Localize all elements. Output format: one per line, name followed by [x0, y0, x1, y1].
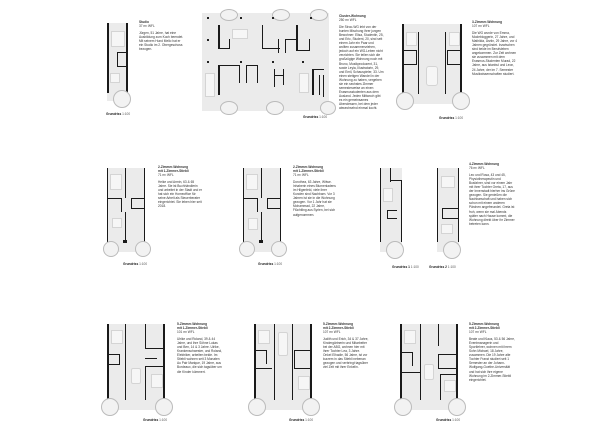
plan-caption: Grundriss 1:100 [106, 112, 131, 116]
unit-area: 76 m² WFL [469, 166, 485, 171]
unit-area: 71 m² WFL [158, 173, 174, 178]
unit-text-5zimmer-c [469, 322, 515, 382]
plan-caption: Grundriss 1:100 [143, 418, 168, 422]
unit-text-5zimmer-b [323, 322, 369, 370]
unit-text-4zimmer [469, 162, 515, 226]
unit-area: 250 m² WFL [339, 18, 357, 23]
unit-description: Die WG wurde von Emma, Modebloggerin, 27 Jahre, und Mathilda, Ärztin, 29 Jahre, vor 4 Jahren gegründet. Inzwischen sind beide im Berufsleben angekommen. Zur Zeit wohnen sie zusammen mit dem Erasmus-Studenten Murad, 22 Jahre, aus Istanbul und Leon, 24 Jahre, der im 7. Semester Musikwissenschaften studiert. [472, 31, 518, 76]
plan-caption-1: Grundriss 1 1:100 [392, 265, 419, 269]
unit-subtitle: mit 1-Zimmer-Stiebli [177, 326, 208, 331]
unit-subtitle: mit 2-Zimmer-Stiebli [469, 326, 500, 331]
floorplan-2zimmer-b [243, 168, 281, 252]
unit-area: 37 m² WFL [139, 24, 155, 29]
unit-text-2zimmer-a [158, 165, 202, 208]
unit-description: Dorothea, 63 Jahre, Witwe. Inhaberin eines Blumenladens im Hilgenfeld, viele ihrer Kunden sind Nachbarn. Vor 3 Jahren ist sie in die Wohnung gezogen. Vor 1 Jahr hat sie Mohammad, 22 Jahre, Flüchtling aus Syrien, bei sich aufgenommen. [293, 180, 336, 217]
plan-caption: Grundriss 1:100 [258, 262, 283, 266]
floorplan-2zimmer-a [107, 168, 145, 252]
unit-description: Leo und Rosa, 43 und 45, Physiotherapeutin und Busfahrer, sind vor einem Jahr mit ihrer Tochter Greta, 17, aus der Innenstadt hierher ins Grüne gezogen. Sie genießen die Nachbarschaft und haben sich schon mit einem anderen Pärchen angefreundet. Greta ist froh, wenn sie mal Abends später nach Hause kommt, die Wohnung direkt über ihr Zimmer betreten kann. [469, 173, 515, 226]
floorplan-4zimmer-2 [437, 168, 459, 252]
floorplan-5zimmer-b [254, 324, 312, 410]
unit-title: 2-Zimmer-Wohnung [293, 165, 324, 169]
floorplan-5zimmer-a [107, 324, 165, 410]
unit-description: Die Stroo-WG lebt von der bunten Mischung ihrer jungen Bewohner: Elisa, Studentin, 25, und Eric, Student, 20, sind seit einem Jahr ein Paar und wollten zusammenziehen, jedoch auf ein WG-Leben nicht verzichten. Sie teilen sich die großzügige Wohnung noch mit Bruno, Musikproduzent, 31, sowie Leyla, Illustratorin, 29, und Emil, Schauspieler, 33. Um einen stetigen Wandel in der Wohnung zu haben, vergeben sie ein sechstes Zimmer semesterweise an einen Erasmusstudenten aus dem Ausland. Jeden Mittwoch gibt es ein gemeinsames Abendessen, bei dem jeder abwechselnd einmal kocht. [339, 25, 384, 111]
unit-description: Judith und Erich, 34 & 37 Jahre, Kindergärtnerin und Mitarbeiter bei der ABG, wohnen hier mit ihrer Tochter Lea, 3 Jahre. Onkel Elhadie, 56 Jahre, ist vor kurzem in das Stiebli nebenan gezogen und verbringt tagsüber viel Zeit mit ihrer Enkelin. [323, 337, 369, 370]
unit-text-3zimmer [472, 20, 518, 76]
unit-title: Cluster-Wohnung [339, 14, 366, 18]
floorplan-cluster [202, 13, 329, 111]
unit-description: Jürgen, 51 Jahre, hat eine Ausbildung zum Koch beendet. Mit seinem Hund Mello hat er ein Studio im 2. Obergeschoss bezogen. [139, 31, 184, 52]
floorplan-4zimmer-1 [380, 168, 402, 252]
floorplan-studio [107, 23, 128, 101]
unit-subtitle: mit 1-Zimmer-Stiebli [293, 169, 324, 174]
unit-area: 107 m² WFL [472, 24, 490, 29]
plan-caption: Grundriss 1:100 [439, 116, 464, 120]
unit-title: 5-Zimmer-Wohnung [469, 322, 500, 326]
unit-area: 107 m² WFL [469, 330, 487, 335]
unit-area: 71 m² WFL [293, 173, 309, 178]
plan-caption: Grundriss 1:100 [123, 262, 148, 266]
unit-area: 101 m² WFL [177, 330, 195, 335]
unit-title: 4-Zimmer-Wohnung [469, 162, 500, 166]
unit-title: 2-Zimmer-Wohnung [158, 165, 189, 169]
unit-description: Heike und Armin, 63 & 65 Jahre. Sie ist Buchhändlerin und arbeitet in der Stadt und er hat sich ein Homeoffice für seine Arbeit als Steuerberater eingerichtet. Sie leben hier seit 2018. [158, 180, 202, 209]
unit-text-5zimmer-a [177, 322, 223, 374]
unit-text-studio [139, 20, 184, 51]
plan-caption: Grundriss 1:100 [289, 418, 314, 422]
unit-text-cluster [339, 14, 384, 110]
unit-subtitle: mit 1-Zimmer-Stiebli [158, 169, 189, 174]
floorplan-3zimmer [402, 24, 462, 104]
unit-description: Beate und Klaus, 53 & 56 Jahre, Eventmanagerin und Sportlehrer, wohnen mit ihrem Sohn Michael, 18 Jahre, zusammen. Die 19 Jahre alte Tochter Franzi studiert seit 1 Semester an der Johann-Wolfgang-Goethe-Universität und hat sich ihre eigene Wohnung im 2-Zimmer-Stiebli eingerichtet. [469, 337, 515, 382]
unit-title: 5-Zimmer-Wohnung [177, 322, 208, 326]
unit-title: Studio [139, 20, 149, 24]
floorplan-5zimmer-c [400, 324, 458, 410]
plan-caption: Grundriss 1:100 [303, 115, 328, 119]
unit-text-2zimmer-b [293, 165, 337, 217]
unit-description: Ulrike und Roland, 39 & 44 Jahre, und ihre Söhne Lukas und Ben, 14 & 3 Jahre. Ulrike, Krankenschwester, und Roland, Elektriker, arbeiten beide. Im Stiebli wohnen seit 3 Monaten Au Pair Marique, 19 Jahre, aus Bordeaux, die sich tagsüber um die Kinder kümmert. [177, 337, 223, 374]
plan-caption-2: Grundriss 2 1:100 [429, 265, 456, 269]
plan-caption: Grundriss 1:100 [436, 418, 461, 422]
unit-area: 107 m² WFL [323, 330, 341, 335]
unit-title: 5-Zimmer-Wohnung [323, 322, 354, 326]
unit-subtitle: mit 2-Zimmer-Stiebli [323, 326, 354, 331]
unit-title: 3-Zimmer-Wohnung [472, 20, 503, 24]
